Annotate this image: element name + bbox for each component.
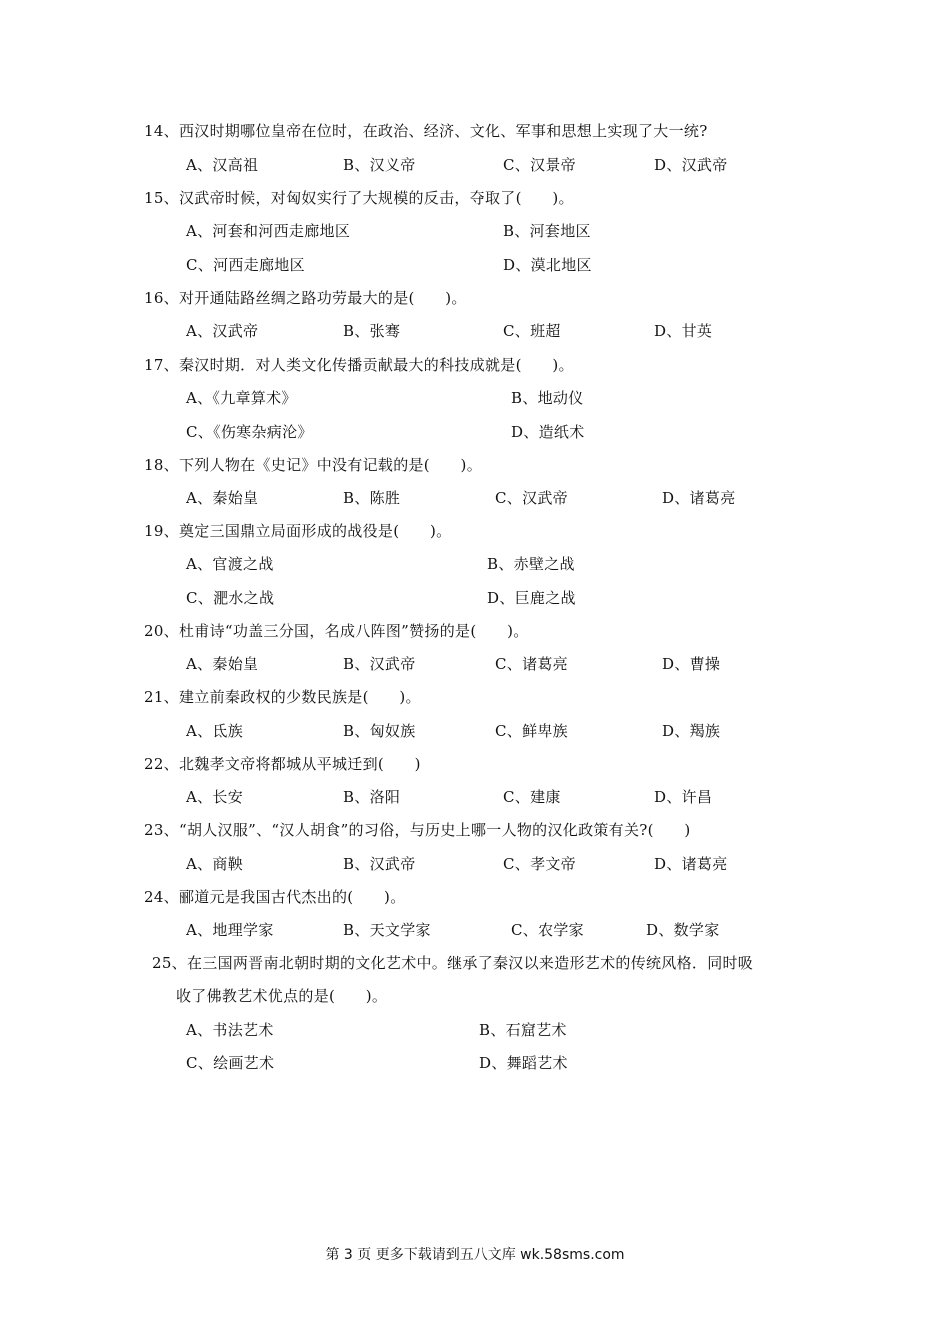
question-24: 24、郦道元是我国古代杰出的( )。 bbox=[144, 888, 406, 906]
q25-option-d: D、舞蹈艺术 bbox=[479, 1054, 568, 1072]
question-25: 25、在三国两晋南北朝时期的文化艺术中。继承了秦汉以来造形艺术的传统风格．同时吸 bbox=[152, 954, 754, 972]
q21-option-d: D、羯族 bbox=[662, 722, 721, 740]
q17-option-a: A、《九章算术》 bbox=[186, 389, 297, 407]
question-20: 20、杜甫诗“功盖三分国，名成八阵图”赞扬的是( )。 bbox=[144, 622, 529, 640]
question-23: 23、“胡人汉服”、“汉人胡食”的习俗，与历史上哪一人物的汉化政策有关?( ) bbox=[144, 821, 691, 839]
q22-option-c: C、建康 bbox=[503, 788, 561, 806]
q21-option-c: C、鲜卑族 bbox=[495, 722, 568, 740]
q14-option-d: D、汉武帝 bbox=[654, 156, 728, 174]
question-15: 15、汉武帝时候，对匈奴实行了大规模的反击，夺取了( )。 bbox=[144, 189, 574, 207]
q20-option-b: B、汉武帝 bbox=[343, 655, 416, 673]
q22-option-d: D、许昌 bbox=[654, 788, 713, 806]
q18-option-c: C、汉武帝 bbox=[495, 489, 568, 507]
q21-option-b: B、匈奴族 bbox=[343, 722, 416, 740]
question-21: 21、建立前秦政权的少数民族是( )。 bbox=[144, 688, 421, 706]
q19-option-a: A、官渡之战 bbox=[186, 555, 274, 573]
q23-option-c: C、孝文帝 bbox=[503, 855, 576, 873]
q15-option-d: D、漠北地区 bbox=[503, 256, 592, 274]
q16-option-d: D、甘英 bbox=[654, 322, 713, 340]
q24-option-a: A、地理学家 bbox=[186, 921, 274, 939]
q25-option-a: A、书法艺术 bbox=[186, 1021, 274, 1039]
question-14: 14、西汉时期哪位皇帝在位时，在政治、经济、文化、军事和思想上实现了大一统? bbox=[144, 122, 708, 140]
q24-option-d: D、数学家 bbox=[646, 921, 720, 939]
q19-option-d: D、巨鹿之战 bbox=[487, 589, 576, 607]
q14-option-c: C、汉景帝 bbox=[503, 156, 576, 174]
question-22: 22、北魏孝文帝将都城从平城迁到( ) bbox=[144, 755, 421, 773]
q21-option-a: A、氐族 bbox=[186, 722, 244, 740]
question-25-continued: 收了佛教艺术优点的是( )。 bbox=[176, 987, 388, 1005]
q15-option-c: C、河西走廊地区 bbox=[186, 256, 305, 274]
q23-option-a: A、商鞅 bbox=[186, 855, 244, 873]
q23-option-b: B、汉武帝 bbox=[343, 855, 416, 873]
q24-option-c: C、农学家 bbox=[511, 921, 584, 939]
q17-option-b: B、地动仪 bbox=[511, 389, 584, 407]
q19-option-c: C、淝水之战 bbox=[186, 589, 275, 607]
q20-option-c: C、诸葛亮 bbox=[495, 655, 568, 673]
q18-option-b: B、陈胜 bbox=[343, 489, 401, 507]
q17-option-c: C、《伤寒杂病沦》 bbox=[186, 423, 313, 441]
q23-option-d: D、诸葛亮 bbox=[654, 855, 728, 873]
question-19: 19、奠定三国鼎立局面形成的战役是( )。 bbox=[144, 522, 452, 540]
q22-option-b: B、洛阳 bbox=[343, 788, 401, 806]
question-17: 17、秦汉时期．对人类文化传播贡献最大的科技成就是( )。 bbox=[144, 356, 574, 374]
q16-option-a: A、汉武帝 bbox=[186, 322, 259, 340]
q16-option-b: B、张骞 bbox=[343, 322, 401, 340]
q19-option-b: B、赤壁之战 bbox=[487, 555, 575, 573]
q15-option-a: A、河套和河西走廊地区 bbox=[186, 222, 351, 240]
q17-option-d: D、造纸术 bbox=[511, 423, 585, 441]
q25-option-c: C、绘画艺术 bbox=[186, 1054, 275, 1072]
q20-option-d: D、曹操 bbox=[662, 655, 721, 673]
q22-option-a: A、长安 bbox=[186, 788, 244, 806]
q14-option-b: B、汉义帝 bbox=[343, 156, 416, 174]
q20-option-a: A、秦始皇 bbox=[186, 655, 259, 673]
q24-option-b: B、天文学家 bbox=[343, 921, 431, 939]
q15-option-b: B、河套地区 bbox=[503, 222, 591, 240]
question-16: 16、对开通陆路丝绸之路功劳最大的是( )。 bbox=[144, 289, 467, 307]
q18-option-d: D、诸葛亮 bbox=[662, 489, 736, 507]
page-footer: 第 3 页 更多下载请到五八文库 wk.58sms.com bbox=[325, 1247, 625, 1263]
q14-option-a: A、汉高祖 bbox=[186, 156, 259, 174]
question-18: 18、下列人物在《史记》中没有记载的是( )。 bbox=[144, 456, 482, 474]
q18-option-a: A、秦始皇 bbox=[186, 489, 259, 507]
q16-option-c: C、班超 bbox=[503, 322, 561, 340]
q25-option-b: B、石窟艺术 bbox=[479, 1021, 567, 1039]
